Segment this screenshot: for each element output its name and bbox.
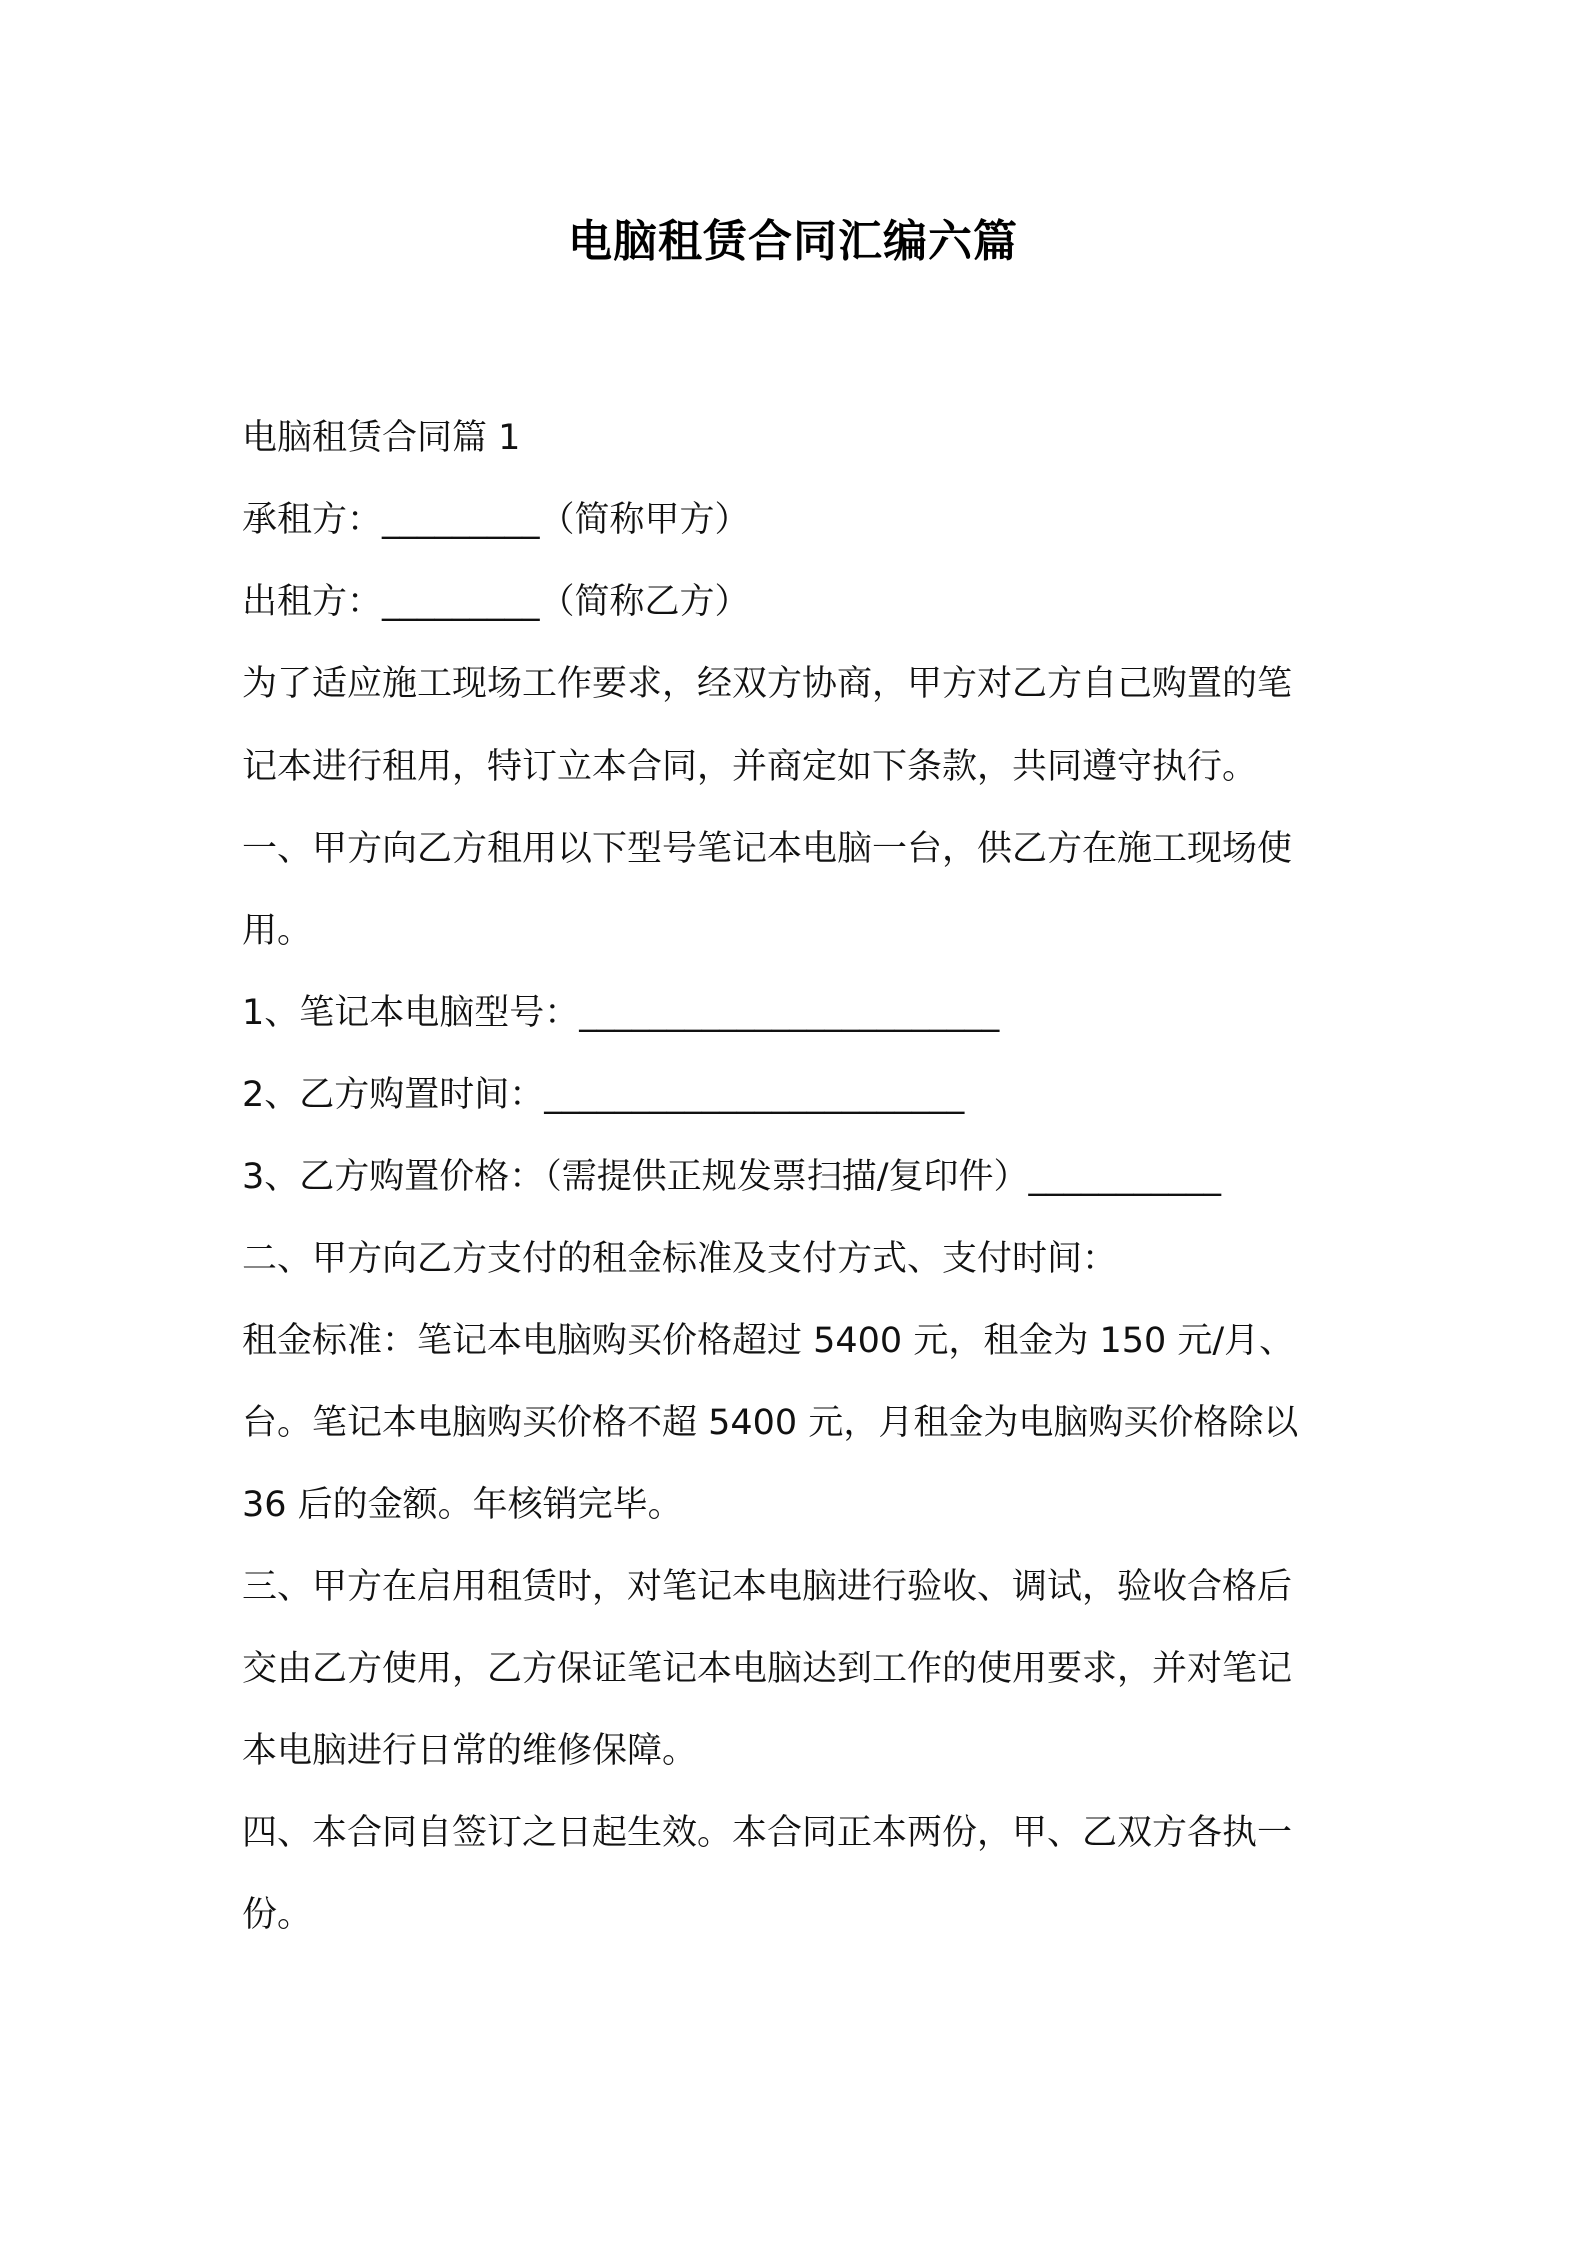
preamble-line-1: 为了适应施工现场工作要求，经双方协商，甲方对乙方自己购置的笔: [242, 664, 1293, 704]
rent-standard-line-3: 36 后的金额。年核销完毕。: [242, 1485, 683, 1525]
document-title: 电脑租赁合同汇编六篇: [568, 216, 1018, 267]
clause-1-line-2: 用。: [242, 911, 313, 951]
purchase-date-line: 2、乙方购置时间：________________________: [242, 1075, 965, 1115]
section-heading: 电脑租赁合同篇 1: [242, 418, 521, 458]
purchase-price-line: 3、乙方购置价格：（需提供正规发票扫描/复印件）___________: [242, 1157, 1222, 1197]
lessor-line: 出租方：_________（简称乙方）: [242, 582, 750, 622]
lessee-line: 承租方：_________（简称甲方）: [242, 500, 750, 540]
clause-1-line-1: 一、甲方向乙方租用以下型号笔记本电脑一台，供乙方在施工现场使: [242, 829, 1293, 869]
clause-2-heading: 二、甲方向乙方支付的租金标准及支付方式、支付时间：: [242, 1239, 1118, 1279]
clause-3-line-1: 三、甲方在启用租赁时，对笔记本电脑进行验收、调试，验收合格后: [242, 1567, 1293, 1607]
clause-3-line-2: 交由乙方使用，乙方保证笔记本电脑达到工作的使用要求，并对笔记: [242, 1649, 1293, 1689]
clause-4-line-2: 份。: [242, 1895, 313, 1935]
rent-standard-line-1: 租金标准：笔记本电脑购买价格超过 5400 元，租金为 150 元/月、: [242, 1321, 1295, 1361]
clause-4-line-1: 四、本合同自签订之日起生效。本合同正本两份，甲、乙双方各执一: [242, 1813, 1293, 1853]
rent-standard-line-2: 台。笔记本电脑购买价格不超 5400 元，月租金为电脑购买价格除以: [242, 1403, 1299, 1443]
preamble-line-2: 记本进行租用，特订立本合同，并商定如下条款，共同遵守执行。: [242, 747, 1258, 787]
clause-3-line-3: 本电脑进行日常的维修保障。: [242, 1731, 698, 1771]
laptop-model-line: 1、笔记本电脑型号：________________________: [242, 993, 1000, 1033]
